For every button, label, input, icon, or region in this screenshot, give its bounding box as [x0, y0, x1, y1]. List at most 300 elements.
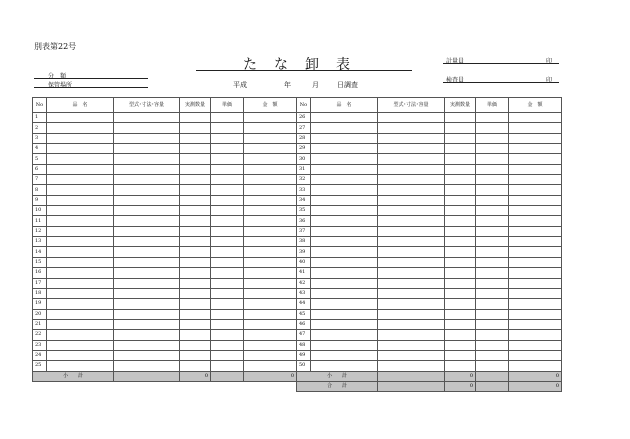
item-name-cell[interactable] [311, 113, 378, 123]
item-name-cell[interactable] [47, 206, 114, 216]
spec-cell[interactable] [114, 299, 180, 309]
item-name-cell[interactable] [311, 154, 378, 164]
quantity-cell[interactable] [445, 237, 476, 247]
col-header-amount: 金 額 [509, 98, 562, 113]
spec-cell[interactable] [378, 154, 445, 164]
spec-cell[interactable] [114, 247, 180, 257]
quantity-cell[interactable] [445, 340, 476, 350]
spec-cell[interactable] [114, 350, 180, 360]
unit-price-cell[interactable] [476, 113, 509, 123]
table-row [297, 216, 562, 226]
unit-price-cell[interactable] [211, 288, 244, 298]
item-name-cell[interactable] [47, 309, 114, 319]
table-row [33, 226, 297, 236]
item-name-cell[interactable] [311, 133, 378, 143]
quantity-cell[interactable] [180, 350, 211, 360]
quantity-cell[interactable] [180, 133, 211, 143]
quantity-cell[interactable] [445, 164, 476, 174]
spec-cell[interactable] [114, 164, 180, 174]
item-name-cell[interactable] [47, 185, 114, 195]
quantity-cell[interactable] [180, 340, 211, 350]
amount-cell[interactable] [509, 195, 562, 205]
amount-cell[interactable] [244, 216, 297, 226]
unit-price-cell[interactable] [476, 330, 509, 340]
amount-cell[interactable] [509, 175, 562, 185]
spec-cell[interactable] [114, 288, 180, 298]
amount-cell[interactable] [509, 268, 562, 278]
amount-cell[interactable] [244, 226, 297, 236]
unit-price-cell[interactable] [211, 361, 244, 371]
amount-cell[interactable] [509, 299, 562, 309]
row-number: 21 [33, 319, 47, 329]
item-name-cell[interactable] [311, 144, 378, 154]
item-name-cell[interactable] [47, 113, 114, 123]
unit-price-cell[interactable] [211, 133, 244, 143]
quantity-cell[interactable] [445, 144, 476, 154]
amount-cell[interactable] [244, 268, 297, 278]
unit-price-cell[interactable] [476, 340, 509, 350]
unit-price-cell[interactable] [476, 185, 509, 195]
spec-cell[interactable] [114, 185, 180, 195]
spec-cell[interactable] [114, 144, 180, 154]
amount-cell[interactable] [244, 278, 297, 288]
table-row [297, 319, 562, 329]
quantity-cell[interactable] [180, 123, 211, 133]
spec-cell[interactable] [378, 257, 445, 267]
row-number: 18 [33, 288, 47, 298]
item-name-cell[interactable] [47, 164, 114, 174]
quantity-cell[interactable] [445, 123, 476, 133]
amount-cell[interactable] [509, 340, 562, 350]
quantity-cell[interactable] [180, 237, 211, 247]
item-name-cell[interactable] [47, 350, 114, 360]
table-row [297, 257, 562, 267]
spec-cell[interactable] [114, 195, 180, 205]
amount-cell[interactable] [244, 309, 297, 319]
unit-price-cell[interactable] [211, 113, 244, 123]
amount-cell[interactable] [244, 257, 297, 267]
unit-price-cell[interactable] [476, 154, 509, 164]
spec-cell[interactable] [114, 309, 180, 319]
row-number: 43 [297, 288, 311, 298]
item-name-cell[interactable] [311, 319, 378, 329]
spec-cell[interactable] [114, 340, 180, 350]
amount-cell[interactable] [244, 175, 297, 185]
spec-cell[interactable] [378, 340, 445, 350]
item-name-cell[interactable] [47, 144, 114, 154]
spec-cell[interactable] [378, 350, 445, 360]
quantity-cell[interactable] [445, 206, 476, 216]
quantity-cell[interactable] [180, 144, 211, 154]
item-name-cell[interactable] [47, 123, 114, 133]
table-row [33, 257, 297, 267]
unit-price-cell[interactable] [211, 206, 244, 216]
item-name-cell[interactable] [47, 237, 114, 247]
item-name-cell[interactable] [311, 350, 378, 360]
unit-price-cell[interactable] [476, 278, 509, 288]
amount-cell[interactable] [244, 133, 297, 143]
spec-cell[interactable] [378, 288, 445, 298]
quantity-cell[interactable] [445, 299, 476, 309]
unit-price-cell[interactable] [476, 175, 509, 185]
row-number: 6 [33, 164, 47, 174]
item-name-cell[interactable] [47, 133, 114, 143]
spec-cell[interactable] [378, 319, 445, 329]
item-name-cell[interactable] [47, 175, 114, 185]
unit-price-cell[interactable] [211, 309, 244, 319]
amount-cell[interactable] [244, 299, 297, 309]
signature-role-inspector: 検査員 [446, 77, 465, 84]
spec-cell[interactable] [378, 206, 445, 216]
quantity-cell[interactable] [445, 309, 476, 319]
spec-cell[interactable] [378, 123, 445, 133]
amount-cell[interactable] [244, 319, 297, 329]
spec-cell[interactable] [114, 361, 180, 371]
item-name-cell[interactable] [311, 257, 378, 267]
amount-cell[interactable] [509, 350, 562, 360]
row-number: 5 [33, 154, 47, 164]
amount-cell[interactable] [509, 206, 562, 216]
unit-price-cell[interactable] [476, 299, 509, 309]
table-row [297, 195, 562, 205]
subtotal-label-right: 小 計 [297, 371, 378, 381]
item-name-cell[interactable] [311, 226, 378, 236]
unit-price-cell[interactable] [211, 226, 244, 236]
row-number: 35 [297, 206, 311, 216]
amount-cell[interactable] [509, 330, 562, 340]
table-row [297, 175, 562, 185]
unit-price-cell[interactable] [211, 154, 244, 164]
unit-price-cell[interactable] [211, 319, 244, 329]
row-number: 7 [33, 175, 47, 185]
item-name-cell[interactable] [311, 206, 378, 216]
spec-cell[interactable] [378, 144, 445, 154]
amount-cell[interactable] [509, 361, 562, 371]
unit-price-cell[interactable] [476, 361, 509, 371]
amount-cell[interactable] [244, 185, 297, 195]
quantity-cell[interactable] [180, 175, 211, 185]
quantity-cell[interactable] [180, 309, 211, 319]
spec-cell[interactable] [378, 330, 445, 340]
amount-cell[interactable] [509, 164, 562, 174]
amount-cell[interactable] [509, 257, 562, 267]
quantity-cell[interactable] [445, 133, 476, 143]
spec-cell[interactable] [378, 247, 445, 257]
spec-cell[interactable] [378, 278, 445, 288]
item-name-cell[interactable] [47, 288, 114, 298]
amount-cell[interactable] [244, 206, 297, 216]
spec-cell[interactable] [114, 237, 180, 247]
unit-price-cell[interactable] [211, 164, 244, 174]
quantity-cell[interactable] [180, 268, 211, 278]
unit-price-cell[interactable] [476, 319, 509, 329]
amount-cell[interactable] [509, 113, 562, 123]
row-number: 47 [297, 330, 311, 340]
item-name-cell[interactable] [311, 123, 378, 133]
unit-price-cell[interactable] [476, 226, 509, 236]
spec-cell[interactable] [378, 299, 445, 309]
form-number: 別表第22号 [34, 42, 77, 51]
item-name-cell[interactable] [311, 268, 378, 278]
unit-price-cell[interactable] [211, 247, 244, 257]
spec-cell[interactable] [378, 237, 445, 247]
quantity-cell[interactable] [445, 226, 476, 236]
table-row [33, 288, 297, 298]
unit-price-cell[interactable] [211, 350, 244, 360]
unit-price-cell[interactable] [211, 299, 244, 309]
item-name-cell[interactable] [47, 247, 114, 257]
item-name-cell[interactable] [311, 340, 378, 350]
unit-price-cell[interactable] [211, 340, 244, 350]
quantity-cell[interactable] [445, 257, 476, 267]
spec-cell[interactable] [114, 154, 180, 164]
unit-price-cell[interactable] [211, 268, 244, 278]
spec-cell[interactable] [114, 206, 180, 216]
amount-cell[interactable] [244, 247, 297, 257]
row-number: 4 [33, 144, 47, 154]
quantity-cell[interactable] [180, 299, 211, 309]
row-number: 41 [297, 268, 311, 278]
amount-cell[interactable] [509, 133, 562, 143]
amount-cell[interactable] [244, 340, 297, 350]
unit-price-cell[interactable] [476, 133, 509, 143]
row-number: 30 [297, 154, 311, 164]
quantity-cell[interactable] [445, 113, 476, 123]
spec-cell[interactable] [114, 268, 180, 278]
unit-price-cell[interactable] [211, 175, 244, 185]
quantity-cell[interactable] [445, 288, 476, 298]
spec-cell[interactable] [378, 309, 445, 319]
item-name-cell[interactable] [47, 278, 114, 288]
row-number: 20 [33, 309, 47, 319]
quantity-cell[interactable] [445, 350, 476, 360]
quantity-cell[interactable] [180, 247, 211, 257]
amount-cell[interactable] [244, 237, 297, 247]
table-row [33, 340, 297, 350]
unit-price-cell[interactable] [211, 237, 244, 247]
item-name-cell[interactable] [311, 175, 378, 185]
total-price [476, 381, 509, 391]
table-row [297, 185, 562, 195]
spec-cell[interactable] [114, 226, 180, 236]
item-name-cell[interactable] [47, 330, 114, 340]
quantity-cell[interactable] [445, 361, 476, 371]
subtotal-row-right [297, 371, 562, 381]
amount-cell[interactable] [509, 123, 562, 133]
item-name-cell[interactable] [311, 278, 378, 288]
item-name-cell[interactable] [47, 216, 114, 226]
quantity-cell[interactable] [180, 216, 211, 226]
row-number: 11 [33, 216, 47, 226]
amount-cell[interactable] [509, 309, 562, 319]
amount-cell[interactable] [509, 185, 562, 195]
amount-cell[interactable] [244, 195, 297, 205]
spec-cell[interactable] [378, 175, 445, 185]
spec-cell[interactable] [378, 361, 445, 371]
table-row [33, 309, 297, 319]
unit-price-cell[interactable] [476, 268, 509, 278]
row-number: 36 [297, 216, 311, 226]
quantity-cell[interactable] [180, 154, 211, 164]
item-name-cell[interactable] [47, 268, 114, 278]
amount-cell[interactable] [244, 330, 297, 340]
item-name-cell[interactable] [47, 226, 114, 236]
unit-price-cell[interactable] [211, 195, 244, 205]
quantity-cell[interactable] [445, 330, 476, 340]
spec-cell[interactable] [114, 175, 180, 185]
unit-price-cell[interactable] [476, 257, 509, 267]
amount-cell[interactable] [244, 164, 297, 174]
unit-price-cell[interactable] [476, 195, 509, 205]
table-row [33, 133, 297, 143]
spec-cell[interactable] [378, 185, 445, 195]
item-name-cell[interactable] [47, 319, 114, 329]
unit-price-cell[interactable] [211, 185, 244, 195]
quantity-cell[interactable] [180, 185, 211, 195]
quantity-cell[interactable] [445, 319, 476, 329]
table-row [33, 319, 297, 329]
spec-cell[interactable] [378, 164, 445, 174]
quantity-cell[interactable] [180, 319, 211, 329]
quantity-cell[interactable] [180, 195, 211, 205]
title-underline [196, 70, 412, 71]
unit-price-cell[interactable] [211, 330, 244, 340]
row-number: 15 [33, 257, 47, 267]
spec-cell[interactable] [114, 113, 180, 123]
item-name-cell[interactable] [311, 216, 378, 226]
amount-cell[interactable] [509, 216, 562, 226]
spec-cell[interactable] [114, 216, 180, 226]
unit-price-cell[interactable] [476, 350, 509, 360]
item-name-cell[interactable] [311, 299, 378, 309]
classification-label: 分 類 [48, 73, 67, 80]
item-name-cell[interactable] [311, 237, 378, 247]
quantity-cell[interactable] [180, 206, 211, 216]
quantity-cell[interactable] [180, 361, 211, 371]
quantity-cell[interactable] [445, 247, 476, 257]
table-row [33, 206, 297, 216]
amount-cell[interactable] [509, 288, 562, 298]
amount-cell[interactable] [509, 237, 562, 247]
unit-price-cell[interactable] [476, 216, 509, 226]
item-name-cell[interactable] [47, 299, 114, 309]
spec-cell[interactable] [378, 268, 445, 278]
item-name-cell[interactable] [311, 185, 378, 195]
date-suffix: 日調査 [337, 81, 358, 89]
quantity-cell[interactable] [445, 268, 476, 278]
item-name-cell[interactable] [47, 154, 114, 164]
unit-price-cell[interactable] [476, 206, 509, 216]
amount-cell[interactable] [244, 361, 297, 371]
unit-price-cell[interactable] [476, 237, 509, 247]
page-title: たな卸表 [243, 57, 367, 73]
item-name-cell[interactable] [311, 195, 378, 205]
quantity-cell[interactable] [445, 278, 476, 288]
row-number: 19 [33, 299, 47, 309]
amount-cell[interactable] [509, 154, 562, 164]
spec-cell[interactable] [114, 133, 180, 143]
unit-price-cell[interactable] [476, 288, 509, 298]
col-header-no: No [33, 98, 47, 113]
col-header-amount: 金 額 [244, 98, 297, 113]
item-name-cell[interactable] [311, 330, 378, 340]
amount-cell[interactable] [509, 319, 562, 329]
table-row [297, 144, 562, 154]
row-number: 42 [297, 278, 311, 288]
unit-price-cell[interactable] [476, 309, 509, 319]
unit-price-cell[interactable] [476, 144, 509, 154]
quantity-cell[interactable] [180, 164, 211, 174]
item-name-cell[interactable] [47, 257, 114, 267]
unit-price-cell[interactable] [476, 164, 509, 174]
quantity-cell[interactable] [445, 185, 476, 195]
amount-cell[interactable] [244, 154, 297, 164]
amount-cell[interactable] [244, 123, 297, 133]
quantity-cell[interactable] [180, 257, 211, 267]
unit-price-cell[interactable] [211, 257, 244, 267]
row-number: 1 [33, 113, 47, 123]
item-name-cell[interactable] [311, 164, 378, 174]
spec-cell[interactable] [114, 278, 180, 288]
item-name-cell[interactable] [311, 309, 378, 319]
spec-cell[interactable] [114, 257, 180, 267]
inventory-table-right [296, 97, 562, 392]
amount-cell[interactable] [509, 144, 562, 154]
amount-cell[interactable] [509, 226, 562, 236]
amount-cell[interactable] [244, 288, 297, 298]
unit-price-cell[interactable] [211, 144, 244, 154]
quantity-cell[interactable] [445, 216, 476, 226]
amount-cell[interactable] [244, 113, 297, 123]
row-number: 9 [33, 195, 47, 205]
amount-cell[interactable] [244, 144, 297, 154]
item-name-cell[interactable] [47, 195, 114, 205]
amount-cell[interactable] [509, 247, 562, 257]
quantity-cell[interactable] [445, 195, 476, 205]
quantity-cell[interactable] [445, 175, 476, 185]
spec-cell[interactable] [114, 319, 180, 329]
table-row [297, 288, 562, 298]
quantity-cell[interactable] [180, 278, 211, 288]
unit-price-cell[interactable] [211, 278, 244, 288]
spec-cell[interactable] [378, 195, 445, 205]
unit-price-cell[interactable] [476, 247, 509, 257]
subtotal-price-left [211, 371, 244, 381]
amount-cell[interactable] [509, 278, 562, 288]
spec-cell[interactable] [378, 226, 445, 236]
amount-cell[interactable] [244, 350, 297, 360]
quantity-cell[interactable] [180, 330, 211, 340]
quantity-cell[interactable] [180, 288, 211, 298]
spec-cell[interactable] [378, 133, 445, 143]
item-name-cell[interactable] [47, 340, 114, 350]
item-name-cell[interactable] [47, 361, 114, 371]
quantity-cell[interactable] [180, 226, 211, 236]
unit-price-cell[interactable] [476, 123, 509, 133]
spec-cell[interactable] [378, 216, 445, 226]
item-name-cell[interactable] [311, 247, 378, 257]
spec-cell[interactable] [378, 113, 445, 123]
quantity-cell[interactable] [180, 113, 211, 123]
spec-cell[interactable] [114, 123, 180, 133]
quantity-cell[interactable] [445, 154, 476, 164]
unit-price-cell[interactable] [211, 216, 244, 226]
spec-cell[interactable] [114, 330, 180, 340]
item-name-cell[interactable] [311, 288, 378, 298]
unit-price-cell[interactable] [211, 123, 244, 133]
item-name-cell[interactable] [311, 361, 378, 371]
table-row [33, 185, 297, 195]
